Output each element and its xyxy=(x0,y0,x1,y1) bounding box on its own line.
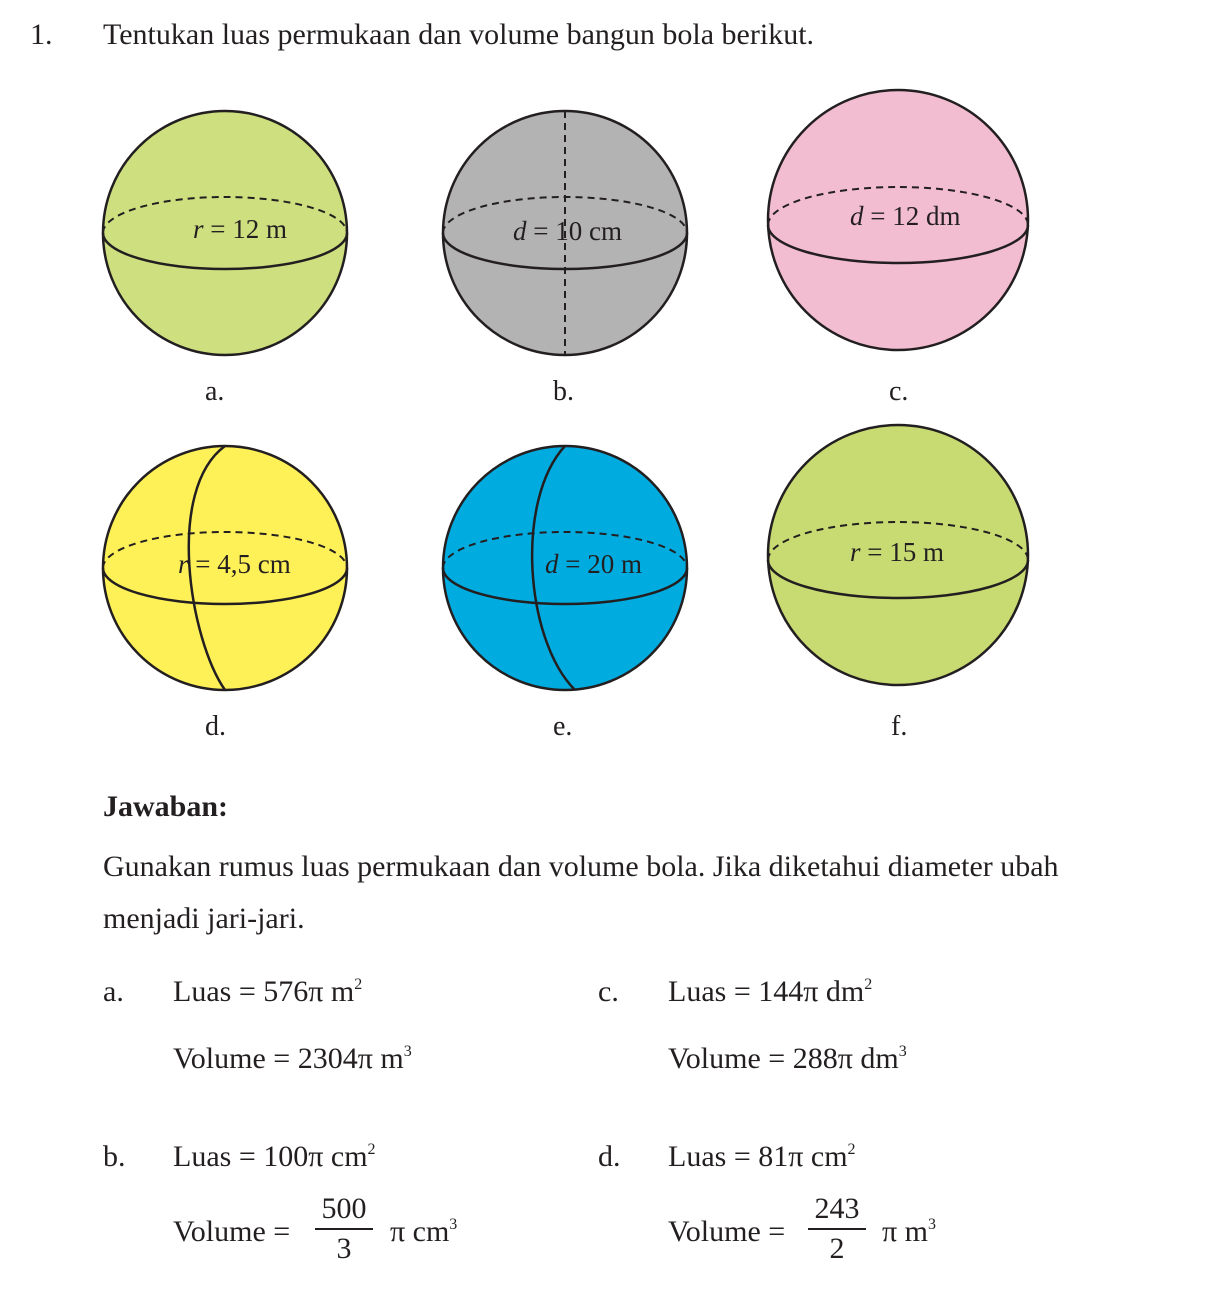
answer-b-volume-suffix: π $cm^3$ xyxy=(390,1215,458,1248)
sphere-a-label: r = 12 m xyxy=(193,214,287,244)
sphere-b xyxy=(443,111,687,407)
answer-d-letter: d. xyxy=(598,1140,621,1173)
sphere-c-label: d = 12 dm xyxy=(850,201,961,231)
answer-c-letter: c. xyxy=(598,975,619,1008)
sphere-a-letter: a. xyxy=(205,376,225,407)
sphere-e xyxy=(443,446,687,742)
sphere-d-letter: d. xyxy=(205,711,226,742)
sphere-b-label: d = 10 cm xyxy=(513,216,622,246)
answer-d-volume-prefix: Volume = xyxy=(668,1215,786,1248)
question-text: Tentukan luas permukaan dan volume bangun bola berikut. xyxy=(103,18,815,51)
answer-d-numerator: 243 xyxy=(814,1192,860,1225)
sphere-b-letter: b. xyxy=(553,376,574,407)
answer-d-volume-fraction xyxy=(808,1192,866,1266)
answer-a-volume: Volume = 2304π $m^3$ xyxy=(173,1042,412,1075)
sphere-f-label: r = 15 m xyxy=(850,537,944,567)
fraction-bar xyxy=(808,1228,866,1230)
answer-d-denominator: 2 xyxy=(829,1232,845,1265)
sphere-f-letter: f. xyxy=(891,711,908,742)
answer-intro-line-1: Gunakan rumus luas permukaan dan volume bola. Jika diketahui diameter ubah xyxy=(103,850,1059,883)
answer-a-letter: a. xyxy=(103,975,124,1008)
answer-b-numerator: 500 xyxy=(321,1192,367,1225)
sphere-e-letter: e. xyxy=(553,711,573,742)
answer-d-luas: Luas = 81π $cm^2$ xyxy=(668,1140,856,1173)
sphere-c-letter: c. xyxy=(889,376,909,407)
sphere-f xyxy=(768,425,1028,742)
sphere-c xyxy=(768,90,1028,407)
fraction-bar xyxy=(315,1228,373,1230)
answer-c-volume: Volume = 288π $dm^3$ xyxy=(668,1042,907,1075)
answer-b-letter: b. xyxy=(103,1140,126,1173)
answer-b-volume-prefix: Volume = xyxy=(173,1215,291,1248)
answer-b-luas: Luas = 100π $cm^2$ xyxy=(173,1140,376,1173)
sphere-d-label: r = 4,5 cm xyxy=(178,549,291,579)
sphere-d xyxy=(103,446,347,742)
answer-d-volume-suffix: π $m^3$ xyxy=(882,1215,936,1248)
answer-heading: Jawaban: xyxy=(103,790,229,823)
answer-c-luas: Luas = 144π $dm^2$ xyxy=(668,975,873,1008)
answer-b-denominator: 3 xyxy=(336,1232,352,1265)
sphere-a xyxy=(103,111,347,407)
answer-b-volume-fraction xyxy=(315,1192,373,1266)
answer-intro-line-2: menjadi jari-jari. xyxy=(103,902,305,935)
question-number: 1. xyxy=(30,18,53,51)
answer-a-luas: Luas = 576π $m^2$ xyxy=(173,975,363,1008)
sphere-e-label: d = 20 m xyxy=(545,549,642,579)
